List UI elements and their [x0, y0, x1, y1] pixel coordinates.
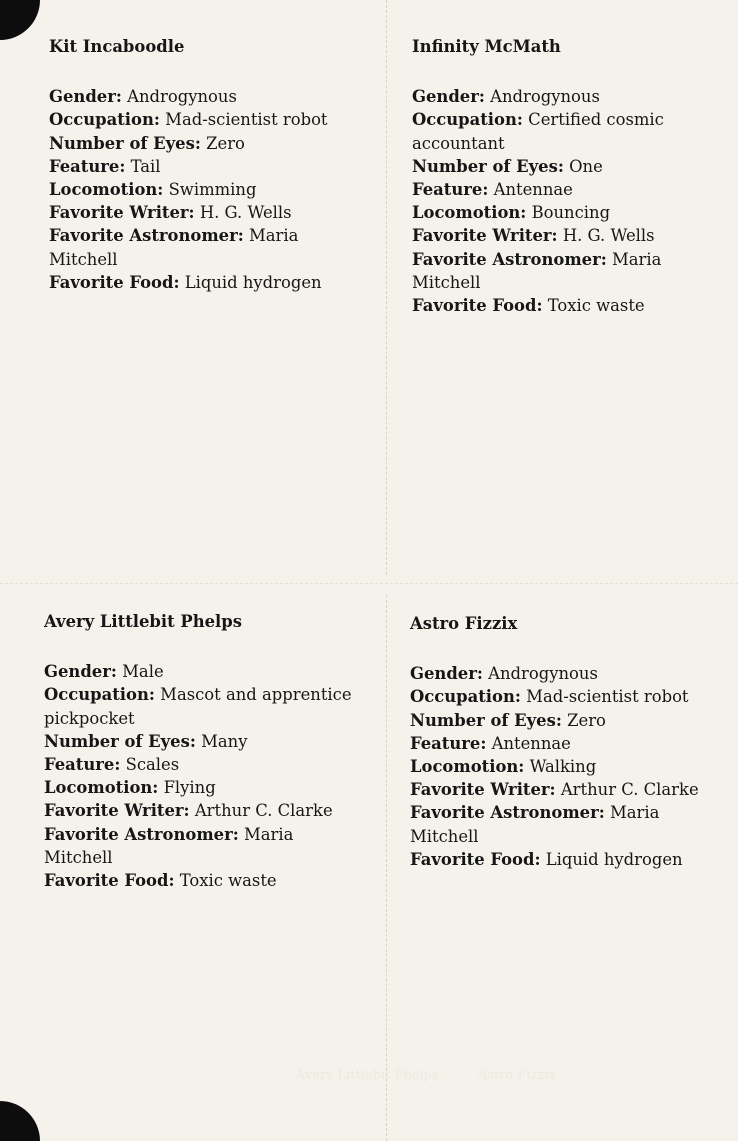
field-label: Favorite Writer: [412, 226, 558, 246]
feature-row [44, 753, 354, 776]
eyes-row [44, 730, 354, 753]
field-label: Occupation: [412, 110, 523, 130]
perforation-line-horizontal [0, 583, 738, 584]
field-value: Androgynous [488, 664, 598, 684]
field-label: Number of Eyes: [49, 133, 201, 153]
field-value: Scales [125, 755, 180, 775]
field-label: Favorite Astronomer: [49, 226, 244, 246]
field-value: Flying [163, 778, 216, 798]
field-value: Swimming [168, 180, 257, 200]
feature-row [410, 732, 725, 755]
field-label: Favorite Food: [410, 849, 541, 869]
perforation-line-vertical [386, 0, 387, 575]
field-value: Walking [529, 757, 597, 777]
field-label: Occupation: [410, 687, 521, 707]
astronomer-row [44, 823, 354, 869]
field-value: Mascot and apprentice pickpocket [44, 685, 352, 728]
character-card [410, 612, 725, 871]
eyes-row [49, 132, 369, 155]
field-label: Gender: [410, 664, 483, 684]
field-label: Favorite Astronomer: [410, 803, 605, 823]
field-value: Liquid hydrogen [184, 272, 322, 292]
show-through-text: Avery Littlebit Phelps [296, 1068, 439, 1083]
page-shadow-corner [0, 0, 40, 40]
field-label: Gender: [44, 662, 117, 682]
field-value: Maria Mitchell [44, 824, 294, 867]
gender-row [49, 85, 369, 108]
character-name: Astro Fizzix [410, 614, 518, 633]
astronomer-row [410, 801, 725, 847]
field-value: Mad-scientist robot [165, 110, 328, 130]
occupation-row [49, 108, 369, 131]
field-value: Certified cosmic accountant [412, 110, 664, 153]
field-value: Maria Mitchell [412, 249, 662, 292]
field-value: Toxic waste [547, 296, 645, 316]
field-label: Favorite Writer: [410, 780, 556, 800]
field-label: Favorite Astronomer: [44, 824, 239, 844]
field-label: Favorite Food: [44, 871, 175, 891]
field-label: Gender: [412, 87, 485, 107]
field-value: Zero [567, 710, 606, 730]
occupation-row [412, 108, 722, 154]
field-label: Number of Eyes: [44, 731, 196, 751]
field-value: One [569, 156, 603, 176]
gender-row [412, 85, 722, 108]
character-card [412, 35, 722, 317]
character-name: Avery Littlebit Phelps [44, 612, 242, 631]
eyes-row [412, 155, 722, 178]
astronomer-row [412, 248, 722, 294]
food-row [412, 294, 722, 317]
field-label: Favorite Writer: [49, 203, 195, 223]
field-value: Liquid hydrogen [545, 849, 683, 869]
field-label: Favorite Food: [49, 272, 180, 292]
field-label: Favorite Writer: [44, 801, 190, 821]
field-label: Feature: [412, 180, 489, 200]
field-label: Feature: [44, 755, 121, 775]
gender-row [410, 662, 725, 685]
field-value: Toxic waste [179, 871, 277, 891]
field-value: Zero [206, 133, 245, 153]
occupation-row [410, 685, 725, 708]
astronomer-row [49, 224, 369, 270]
field-value: Bouncing [531, 203, 611, 223]
field-label: Feature: [410, 733, 487, 753]
locomotion-row [44, 776, 354, 799]
feature-row [412, 178, 722, 201]
show-through-text: Astro Fizzix [478, 1068, 556, 1083]
character-card [44, 610, 354, 892]
field-value: Tail [130, 156, 161, 176]
character-card [49, 35, 369, 294]
field-value: Many [201, 731, 248, 751]
writer-row [412, 224, 722, 247]
field-value: H. G. Wells [562, 226, 655, 246]
field-label: Gender: [49, 87, 122, 107]
occupation-row [44, 683, 354, 729]
writer-row [410, 778, 725, 801]
locomotion-row [412, 201, 722, 224]
food-row [410, 848, 725, 871]
field-label: Number of Eyes: [410, 710, 562, 730]
field-value: Maria Mitchell [49, 226, 299, 269]
gender-row [44, 660, 354, 683]
field-value: Antennae [491, 733, 571, 753]
field-value: Mad-scientist robot [526, 687, 689, 707]
field-value: Androgynous [490, 87, 600, 107]
locomotion-row [49, 178, 369, 201]
field-label: Locomotion: [49, 180, 164, 200]
writer-row [49, 201, 369, 224]
character-name: Infinity McMath [412, 37, 561, 56]
character-name: Kit Incaboodle [49, 37, 185, 56]
field-label: Favorite Astronomer: [412, 249, 607, 269]
writer-row [44, 799, 354, 822]
field-label: Locomotion: [412, 203, 527, 223]
eyes-row [410, 709, 725, 732]
feature-row [49, 155, 369, 178]
locomotion-row [410, 755, 725, 778]
food-row [49, 271, 369, 294]
field-value: Androgynous [127, 87, 237, 107]
page-shadow-corner [0, 1101, 40, 1141]
field-value: Arthur C. Clarke [194, 801, 333, 821]
field-value: Male [122, 662, 164, 682]
field-label: Locomotion: [410, 757, 525, 777]
field-label: Occupation: [49, 110, 160, 130]
field-value: H. G. Wells [199, 203, 292, 223]
food-row [44, 869, 354, 892]
field-value: Antennae [493, 180, 573, 200]
field-label: Favorite Food: [412, 296, 543, 316]
field-value: Maria Mitchell [410, 803, 660, 846]
field-value: Arthur C. Clarke [560, 780, 699, 800]
field-label: Locomotion: [44, 778, 159, 798]
field-label: Occupation: [44, 685, 155, 705]
perforation-line-vertical [386, 595, 387, 1141]
field-label: Number of Eyes: [412, 156, 564, 176]
field-label: Feature: [49, 156, 126, 176]
